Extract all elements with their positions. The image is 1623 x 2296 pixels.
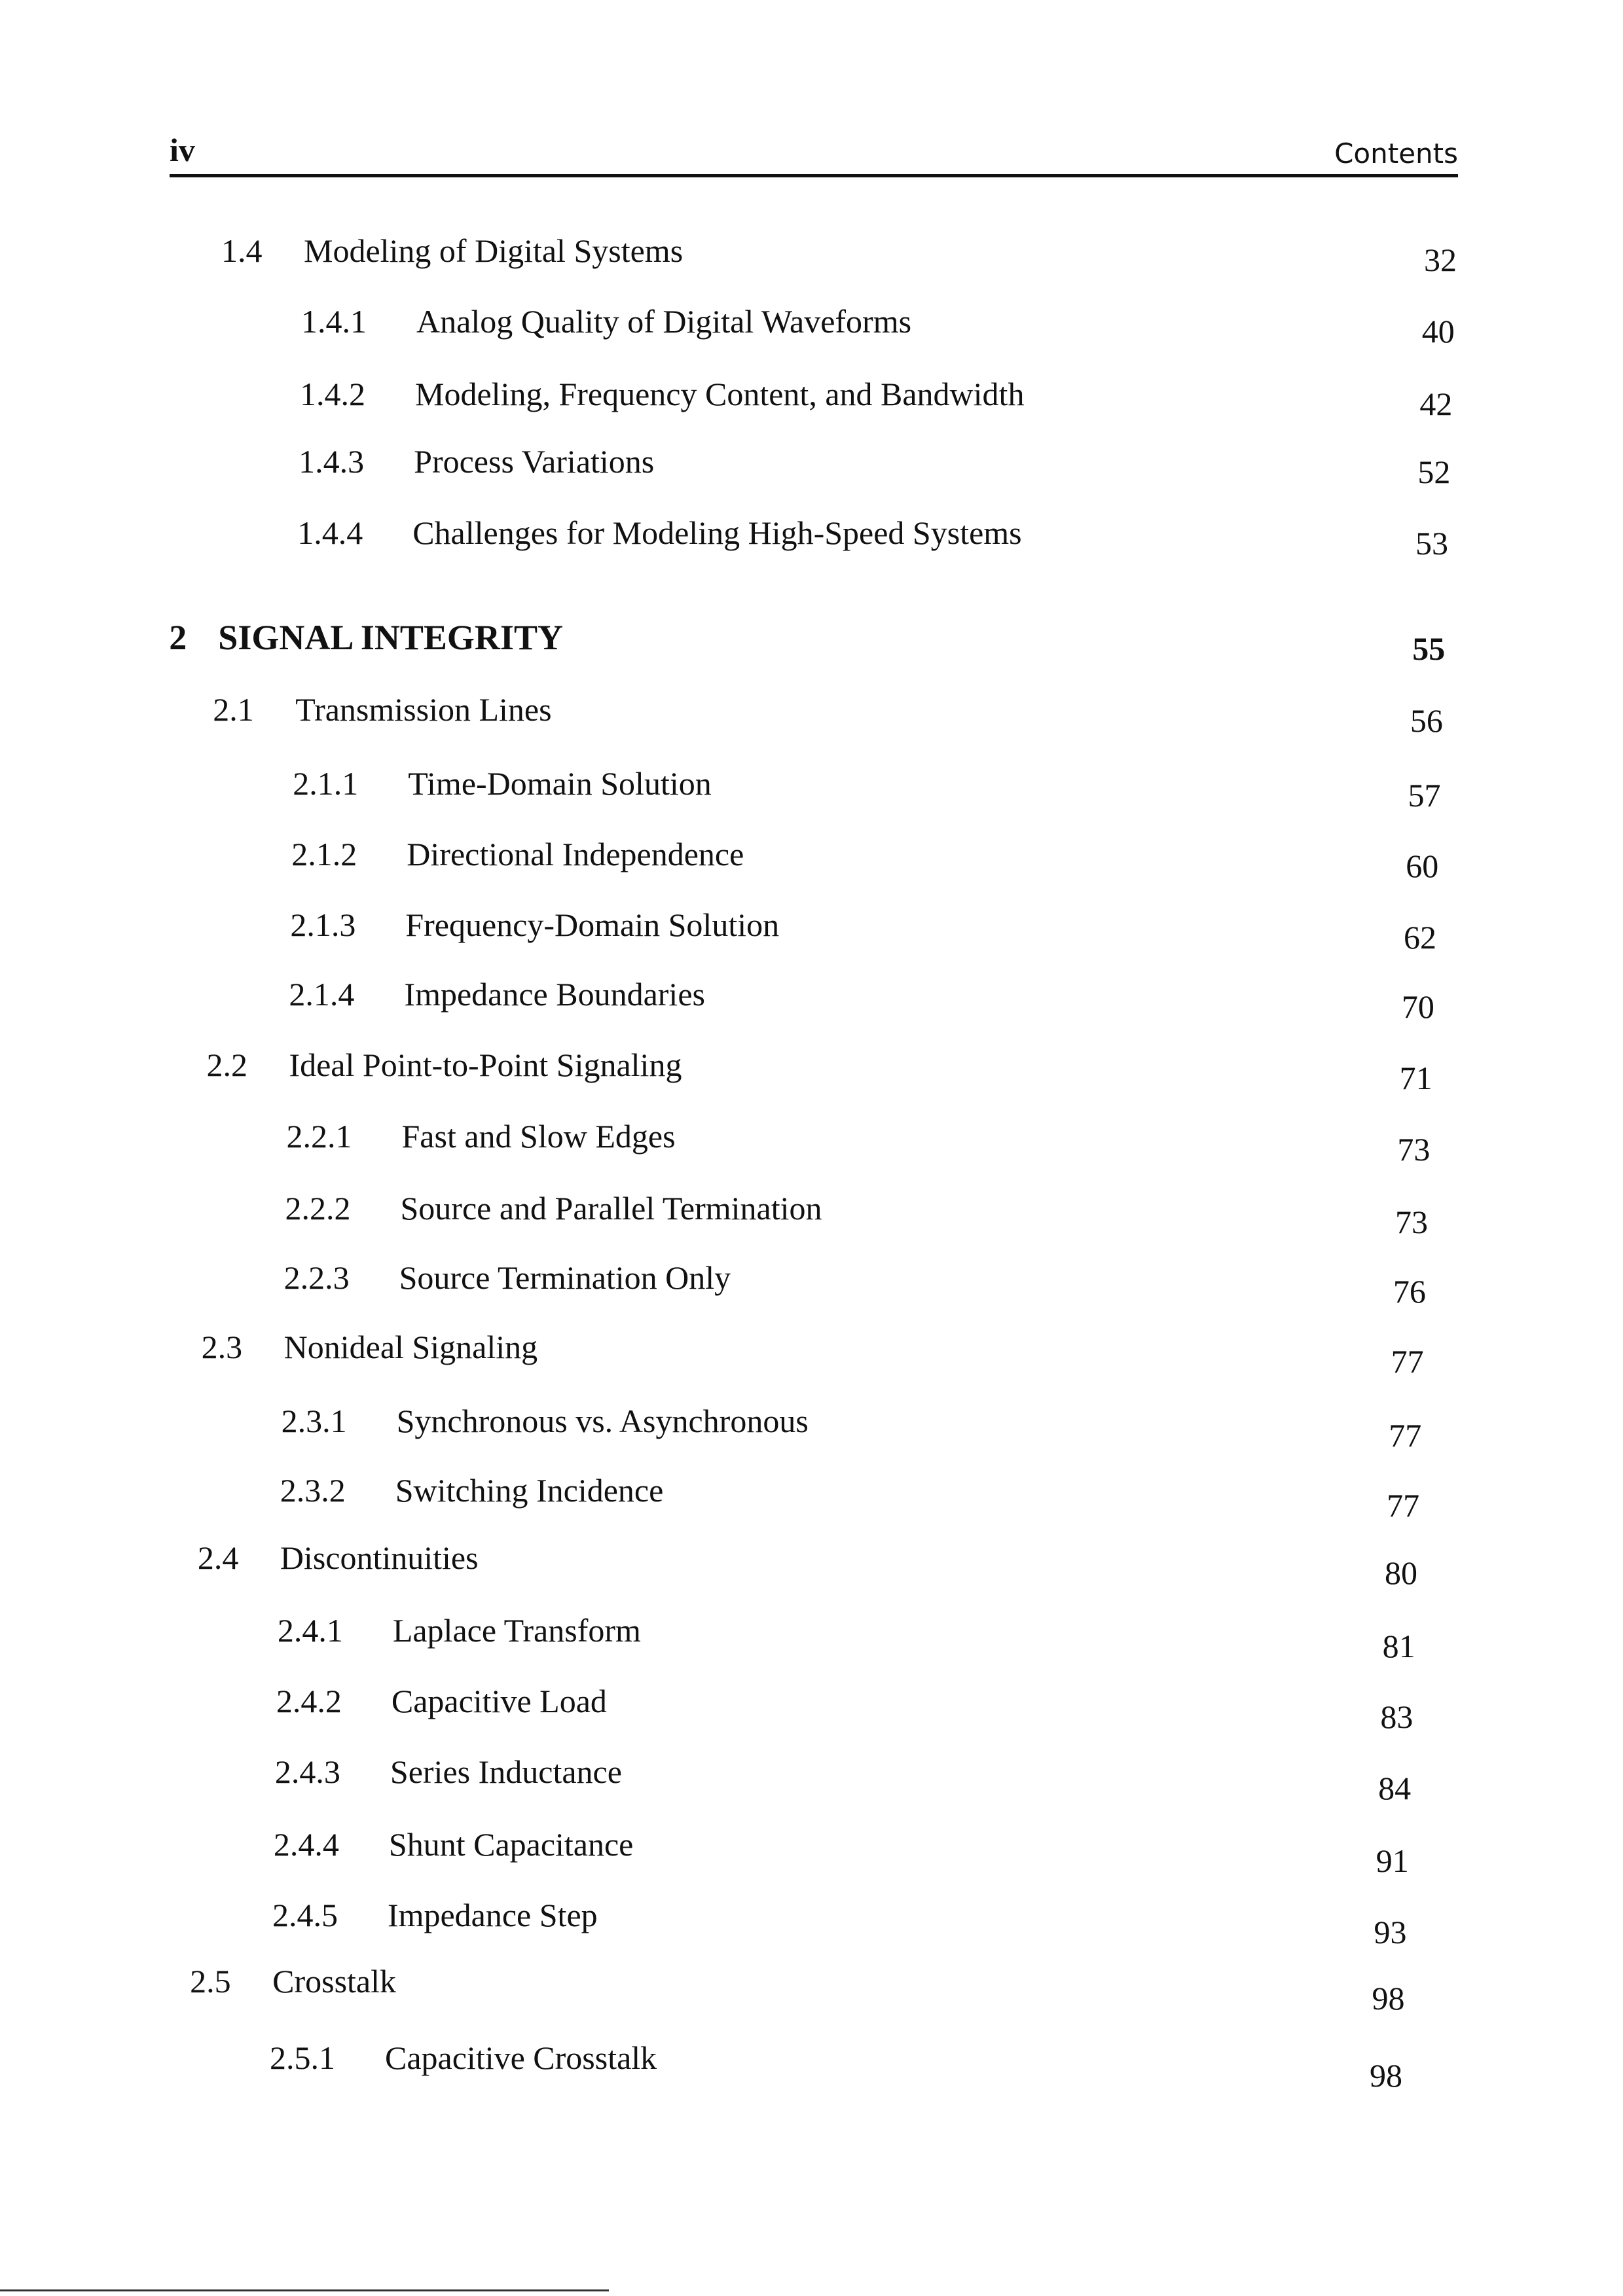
page-number: iv	[170, 132, 195, 168]
toc-entry-page: 98	[1370, 2057, 1402, 2094]
toc-entry-number: 1.4	[221, 232, 263, 269]
toc-entry-title[interactable]: Source and Parallel Termination	[400, 1190, 822, 1227]
toc-entry-number: 1.4.4	[297, 514, 363, 551]
toc-entry-page: 62	[1404, 918, 1437, 956]
toc-entry-number: 2.4.4	[273, 1826, 339, 1863]
toc-entry-page: 42	[1419, 386, 1453, 423]
toc-entry-number: 2.4.3	[274, 1753, 340, 1790]
toc-entry-number: 2.4.5	[272, 1897, 338, 1933]
toc-entry-title[interactable]: Modeling, Frequency Content, and Bandwidth	[415, 376, 1025, 412]
toc-entry-title[interactable]: Transmission Lines	[295, 691, 552, 728]
toc-entry-title[interactable]: Ideal Point-to-Point Signaling	[289, 1047, 682, 1083]
toc-entry-number: 2.2.1	[286, 1118, 352, 1155]
toc-entry-page: 81	[1382, 1627, 1415, 1664]
toc-entry-page: 71	[1399, 1059, 1432, 1096]
header-rule	[170, 174, 1458, 177]
toc-entry-page: 77	[1387, 1486, 1420, 1524]
toc-entry-number: 2.2.2	[285, 1190, 351, 1227]
toc-entry-title[interactable]: Series Inductance	[390, 1753, 622, 1790]
toc-entry-page: 93	[1374, 1913, 1407, 1950]
toc-entry-number: 2.5	[190, 1963, 231, 2000]
toc-entry-title[interactable]: Frequency-Domain Solution	[405, 906, 780, 943]
toc-entry-title[interactable]: Shunt Capacitance	[388, 1826, 634, 1863]
toc-entry-number: 2.2.3	[283, 1259, 350, 1296]
toc-entry-number: 1.4.3	[299, 443, 365, 480]
toc-entry-page: 91	[1376, 1842, 1409, 1880]
toc-entry-page: 76	[1393, 1273, 1426, 1310]
toc-entry-number: 2.1.3	[290, 906, 356, 943]
toc-entry-page: 77	[1391, 1342, 1424, 1380]
toc-entry-number: 1.4.2	[300, 376, 366, 412]
toc-entry-page: 55	[1412, 630, 1446, 667]
toc-entry-title[interactable]: Discontinuities	[280, 1539, 479, 1576]
toc-entry-title[interactable]: Process Variations	[414, 443, 655, 480]
toc-entry-title[interactable]: Nonideal Signaling	[283, 1329, 538, 1365]
toc-entry-number: 2.5.1	[270, 2039, 335, 2076]
toc-entry-page: 84	[1378, 1769, 1412, 1806]
toc-entry-number: 2.4.2	[276, 1683, 342, 1719]
toc-entry-page: 77	[1389, 1417, 1422, 1454]
toc-entry-number: 2.2	[206, 1047, 247, 1083]
toc-entry-page: 52	[1417, 453, 1451, 490]
toc-entry-title[interactable]: Modeling of Digital Systems	[304, 232, 684, 269]
toc-entry-page: 73	[1395, 1203, 1429, 1240]
toc-entry-title[interactable]: Switching Incidence	[395, 1472, 664, 1509]
toc-entry-page: 83	[1380, 1698, 1413, 1736]
toc-entry-page: 70	[1401, 988, 1434, 1026]
toc-entry-title[interactable]: Source Termination Only	[399, 1259, 731, 1296]
toc-entry-title[interactable]: Directional Independence	[407, 836, 744, 872]
toc-entry-number: 1.4.1	[301, 303, 367, 340]
toc-entry-number: 2	[169, 618, 187, 657]
toc-entry-number: 2.3	[201, 1329, 243, 1365]
toc-entry-title[interactable]: Crosstalk	[272, 1963, 397, 2000]
toc-entry-page: 60	[1406, 848, 1439, 885]
toc-entry-title[interactable]: Impedance Step	[387, 1897, 598, 1933]
toc-entry-number: 2.4	[197, 1539, 239, 1576]
toc-entry-page: 32	[1424, 242, 1457, 278]
toc-entry-title[interactable]: SIGNAL INTEGRITY	[218, 618, 563, 657]
toc-entry-page: 56	[1410, 702, 1443, 740]
toc-entry-page: 73	[1397, 1131, 1431, 1168]
toc-entry-title[interactable]: Time-Domain Solution	[408, 765, 712, 802]
toc-entry-title[interactable]: Analog Quality of Digital Waveforms	[416, 303, 912, 340]
toc-entry-page: 53	[1415, 525, 1449, 562]
toc-entry-title[interactable]: Synchronous vs. Asynchronous	[396, 1403, 809, 1439]
toc-entry-title[interactable]: Capacitive Load	[391, 1683, 607, 1719]
toc-entry-page: 40	[1421, 312, 1455, 350]
toc-entry-title[interactable]: Fast and Slow Edges	[401, 1118, 676, 1155]
toc-entry-title[interactable]: Capacitive Crosstalk	[385, 2039, 657, 2076]
toc-entry-title[interactable]: Impedance Boundaries	[404, 976, 705, 1013]
running-title: Contents	[1334, 137, 1458, 170]
toc-entry-number: 2.4.1	[277, 1612, 343, 1649]
toc-entry-number: 2.3.2	[280, 1472, 346, 1509]
toc-entry-page: 98	[1372, 1980, 1405, 2017]
toc-entry-number: 2.3.1	[281, 1403, 347, 1439]
toc-entry-title[interactable]: Challenges for Modeling High-Speed Systems	[412, 514, 1022, 551]
toc-entry-number: 2.1	[213, 691, 254, 728]
toc-entry-number: 2.1.4	[289, 976, 355, 1013]
toc-entry-page: 57	[1408, 776, 1441, 814]
toc-entry-number: 2.1.1	[293, 765, 359, 802]
footer-rule	[0, 2289, 609, 2291]
toc-entry-page: 80	[1384, 1554, 1417, 1592]
toc-entry-title[interactable]: Laplace Transform	[392, 1612, 641, 1649]
toc-entry-number: 2.1.2	[291, 836, 357, 872]
